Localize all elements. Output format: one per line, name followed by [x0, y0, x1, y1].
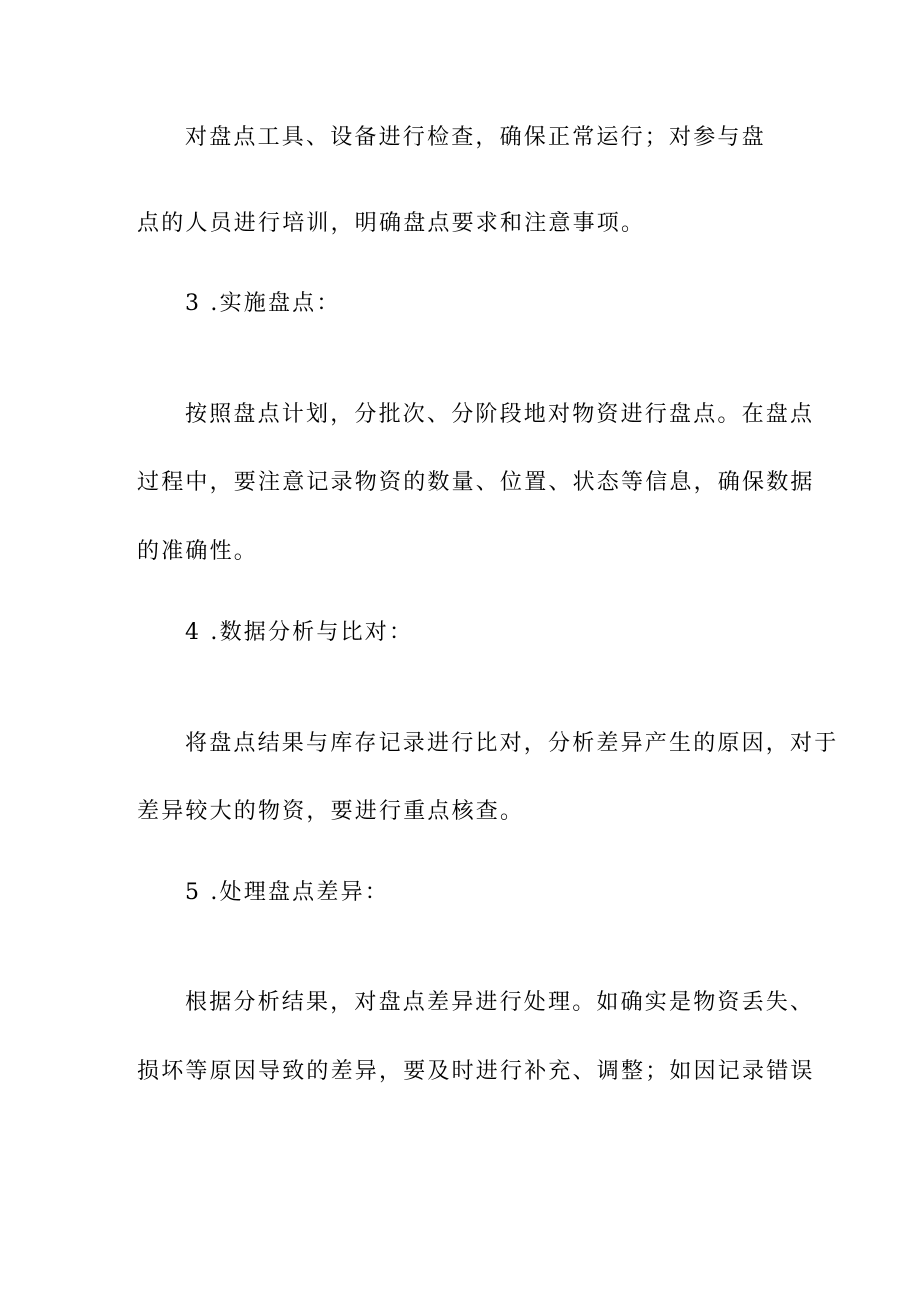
- paragraph-line: 损坏等原因导致的差异，要及时进行补充、调整；如因记录错误: [137, 1059, 815, 1084]
- paragraph-line: 根据分析结果，对盘点差异进行处理。如确实是物资丢失、: [185, 990, 815, 1015]
- section-heading-4: 4 .数据分析与比对：: [185, 620, 414, 645]
- paragraph-line: 差异较大的物资，要进行重点核查。: [137, 799, 525, 824]
- paragraph-line: 过程中，要注意记录物资的数量、位置、状态等信息，确保数据: [137, 470, 815, 495]
- paragraph-line: 将盘点结果与库存记录进行比对，分析差异产生的原因，对于: [185, 731, 839, 756]
- section-heading-5: 5 .处理盘点差异：: [185, 880, 389, 905]
- paragraph-line: 点的人员进行培训，明确盘点要求和注意事项。: [137, 211, 646, 236]
- section-heading-3: 3 .实施盘点：: [185, 291, 341, 316]
- paragraph-line: 对盘点工具、设备进行检查，确保正常运行；对参与盘: [185, 125, 766, 150]
- paragraph-line: 的准确性。: [137, 539, 259, 564]
- paragraph-line: 按照盘点计划，分批次、分阶段地对物资进行盘点。在盘点: [185, 402, 815, 427]
